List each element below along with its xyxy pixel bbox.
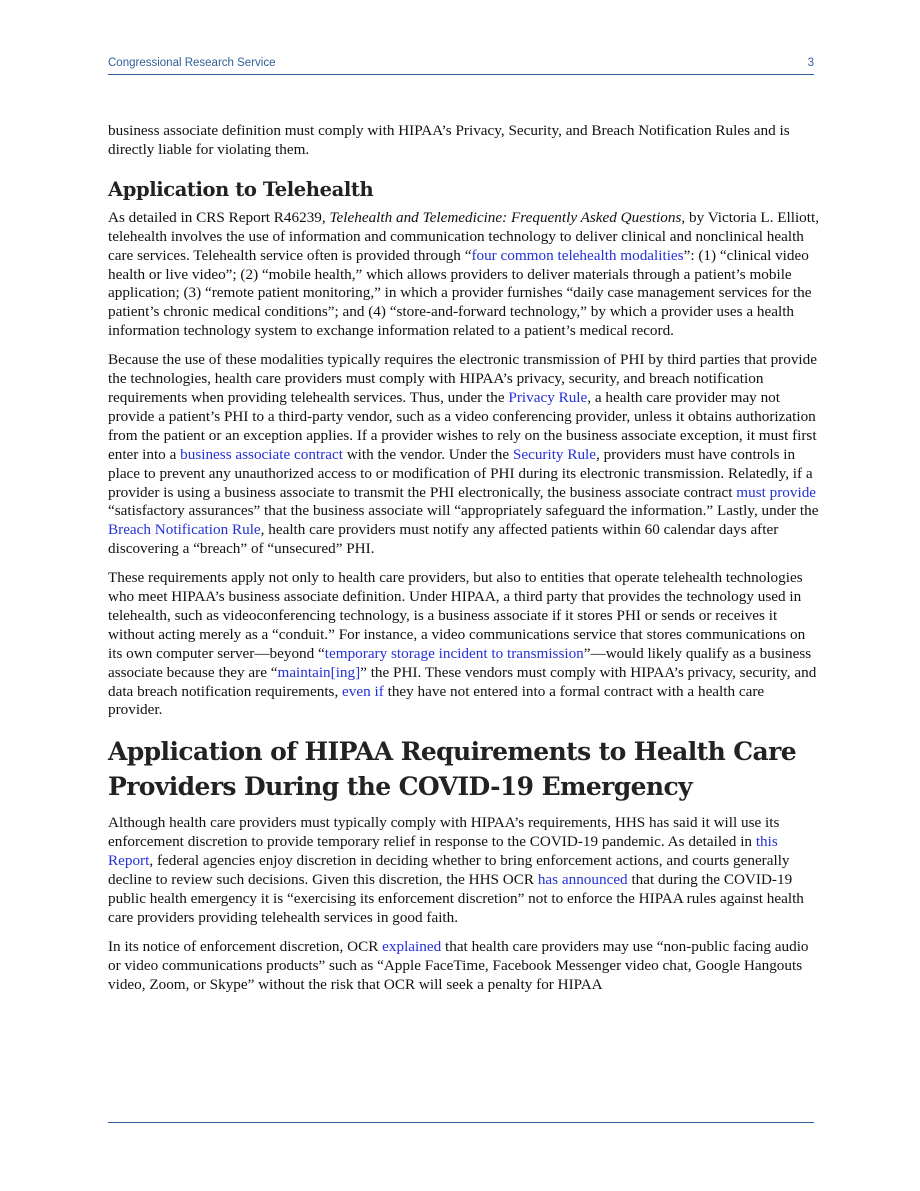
link-four-common-modalities[interactable]: four common telehealth modalities bbox=[471, 246, 684, 264]
link-has-announced[interactable]: has announced bbox=[537, 871, 628, 889]
footer-rule bbox=[108, 1122, 814, 1123]
link-breach-notification-rule[interactable]: Breach Notification Rule bbox=[108, 521, 261, 539]
section-heading-telehealth: Application to Telehealth bbox=[108, 177, 374, 201]
link-this-report[interactable]: this Report bbox=[108, 833, 778, 870]
page-number: 3 bbox=[807, 57, 814, 69]
header-rule bbox=[108, 74, 814, 75]
section-heading-covid: Application of HIPAA Requirements to Health Care Providers During the COVID-19 Emergency bbox=[108, 737, 797, 802]
paragraph-business-associates: These requirements apply not only to health care providers, but also to entities that operate telehealth technologies who meet HIPAA’s business associate definition. Under HIPAA, a third party that provides the technology used in telehealth, such as videoconferencing technology, is a business associate if it stores PHI or sends or receives it without acting merely as a “conduit.” For instance, a video communications service that stores communications on its own computer server—beyond “temporary storage incident to transmission”—would likely qualify as a business associate because they are “maintain[ing]” the PHI. These vendors must comply with HIPAA’s privacy, security, and data breach notification requirements, even if they have not entered into a formal contract with a health care provider. bbox=[108, 569, 817, 719]
link-must-provide[interactable]: must provide bbox=[736, 483, 817, 501]
link-explained[interactable]: explained bbox=[382, 937, 442, 955]
header-publisher: Congressional Research Service bbox=[108, 57, 276, 69]
link-temporary-storage[interactable]: temporary storage incident to transmission bbox=[324, 644, 584, 662]
page-body bbox=[108, 122, 820, 1005]
paragraph-modalities-requirements: Because the use of these modalities typically requires the electronic transmission of PHI by third parties that provide the technologies, health care providers must comply with HIPAA’s privacy, security, and breach notification requirements when providing telehealth services. Thus, under the Privacy Rule, a health care provider may not provide a patient’s PHI to a third-party vendor, such as a video conferencing provider, unless it obtains authorization from the patient or an exception applies. If a provider wishes to rely on the business associate exception, it must first enter into a business associate contract with the vendor. Under the Security Rule, providers must have controls in place to prevent any unauthorized access to or modification of PHI during its electronic transmission. Relatedly, if a provider is using a business associate to transmit the PHI electronically, the business associate contract must provide “satisfactory assurances” that the business associate will “appropriately safeguard the information.” Lastly, under the Breach Notification Rule, health care providers must notify any affected patients within 60 calendar days after discovering a “breach” of “unsecured” PHI. bbox=[108, 351, 819, 558]
paragraph-ocr-notice: In its notice of enforcement discretion, OCR explained that health care providers may use “non-public facing audio or video communications products” such as “Apple FaceTime, Facebook Messenger video chat, Google Hangouts video, Zoom, or Skype” without the risk that OCR will seek a penalty for HIPAA bbox=[108, 937, 809, 993]
link-maintaining[interactable]: maintain[ing] bbox=[277, 663, 361, 681]
paragraph-continuation: business associate definition must comply with HIPAA’s Privacy, Security, and Breach Notification Rules and is directly liable for violating them. bbox=[108, 122, 790, 158]
link-privacy-rule[interactable]: Privacy Rule bbox=[508, 388, 588, 406]
paragraph-enforcement-discretion: Although health care providers must typically comply with HIPAA’s requirements, HHS has said it will use its enforcement discretion to provide temporary relief in response to the COVID-19 pandemic. As detailed in this Report, federal agencies enjoy discretion in deciding whether to bring enforcement actions, and courts generally decline to review such decisions. Given this discretion, the HHS OCR has announced that during the COVID-19 public health emergency it is “exercising its enforcement discretion” not to enforce the HIPAA rules against health care providers providing telehealth services in good faith. bbox=[108, 814, 804, 926]
link-even-if[interactable]: even if bbox=[342, 682, 384, 700]
link-business-associate-contract[interactable]: business associate contract bbox=[180, 445, 343, 463]
report-title: Telehealth and Telemedicine: Frequently Asked Questions bbox=[329, 208, 682, 226]
paragraph-telehealth-intro: As detailed in CRS Report R46239, Telehealth and Telemedicine: Frequently Asked Questions, by Victoria L. Elliott, telehealth involves the use of information and communication technology to deliver clinical and nonclinical health care services. Telehealth service often is provided through “four common telehealth modalities”: (1) “clinical video health or live video”; (2) “mobile health,” which allows providers to deliver materials through a patient’s mobile application; (3) “remote patient monitoring,” in which a provider furnishes “daily case management services for the patient’s chronic medical conditions”; and (4) “store-and-forward technology,” by which a provider uses a health information technology system to exchange information related to a patient’s medical record. bbox=[108, 208, 819, 340]
link-security-rule[interactable]: Security Rule bbox=[512, 445, 596, 463]
running-header bbox=[108, 57, 814, 73]
